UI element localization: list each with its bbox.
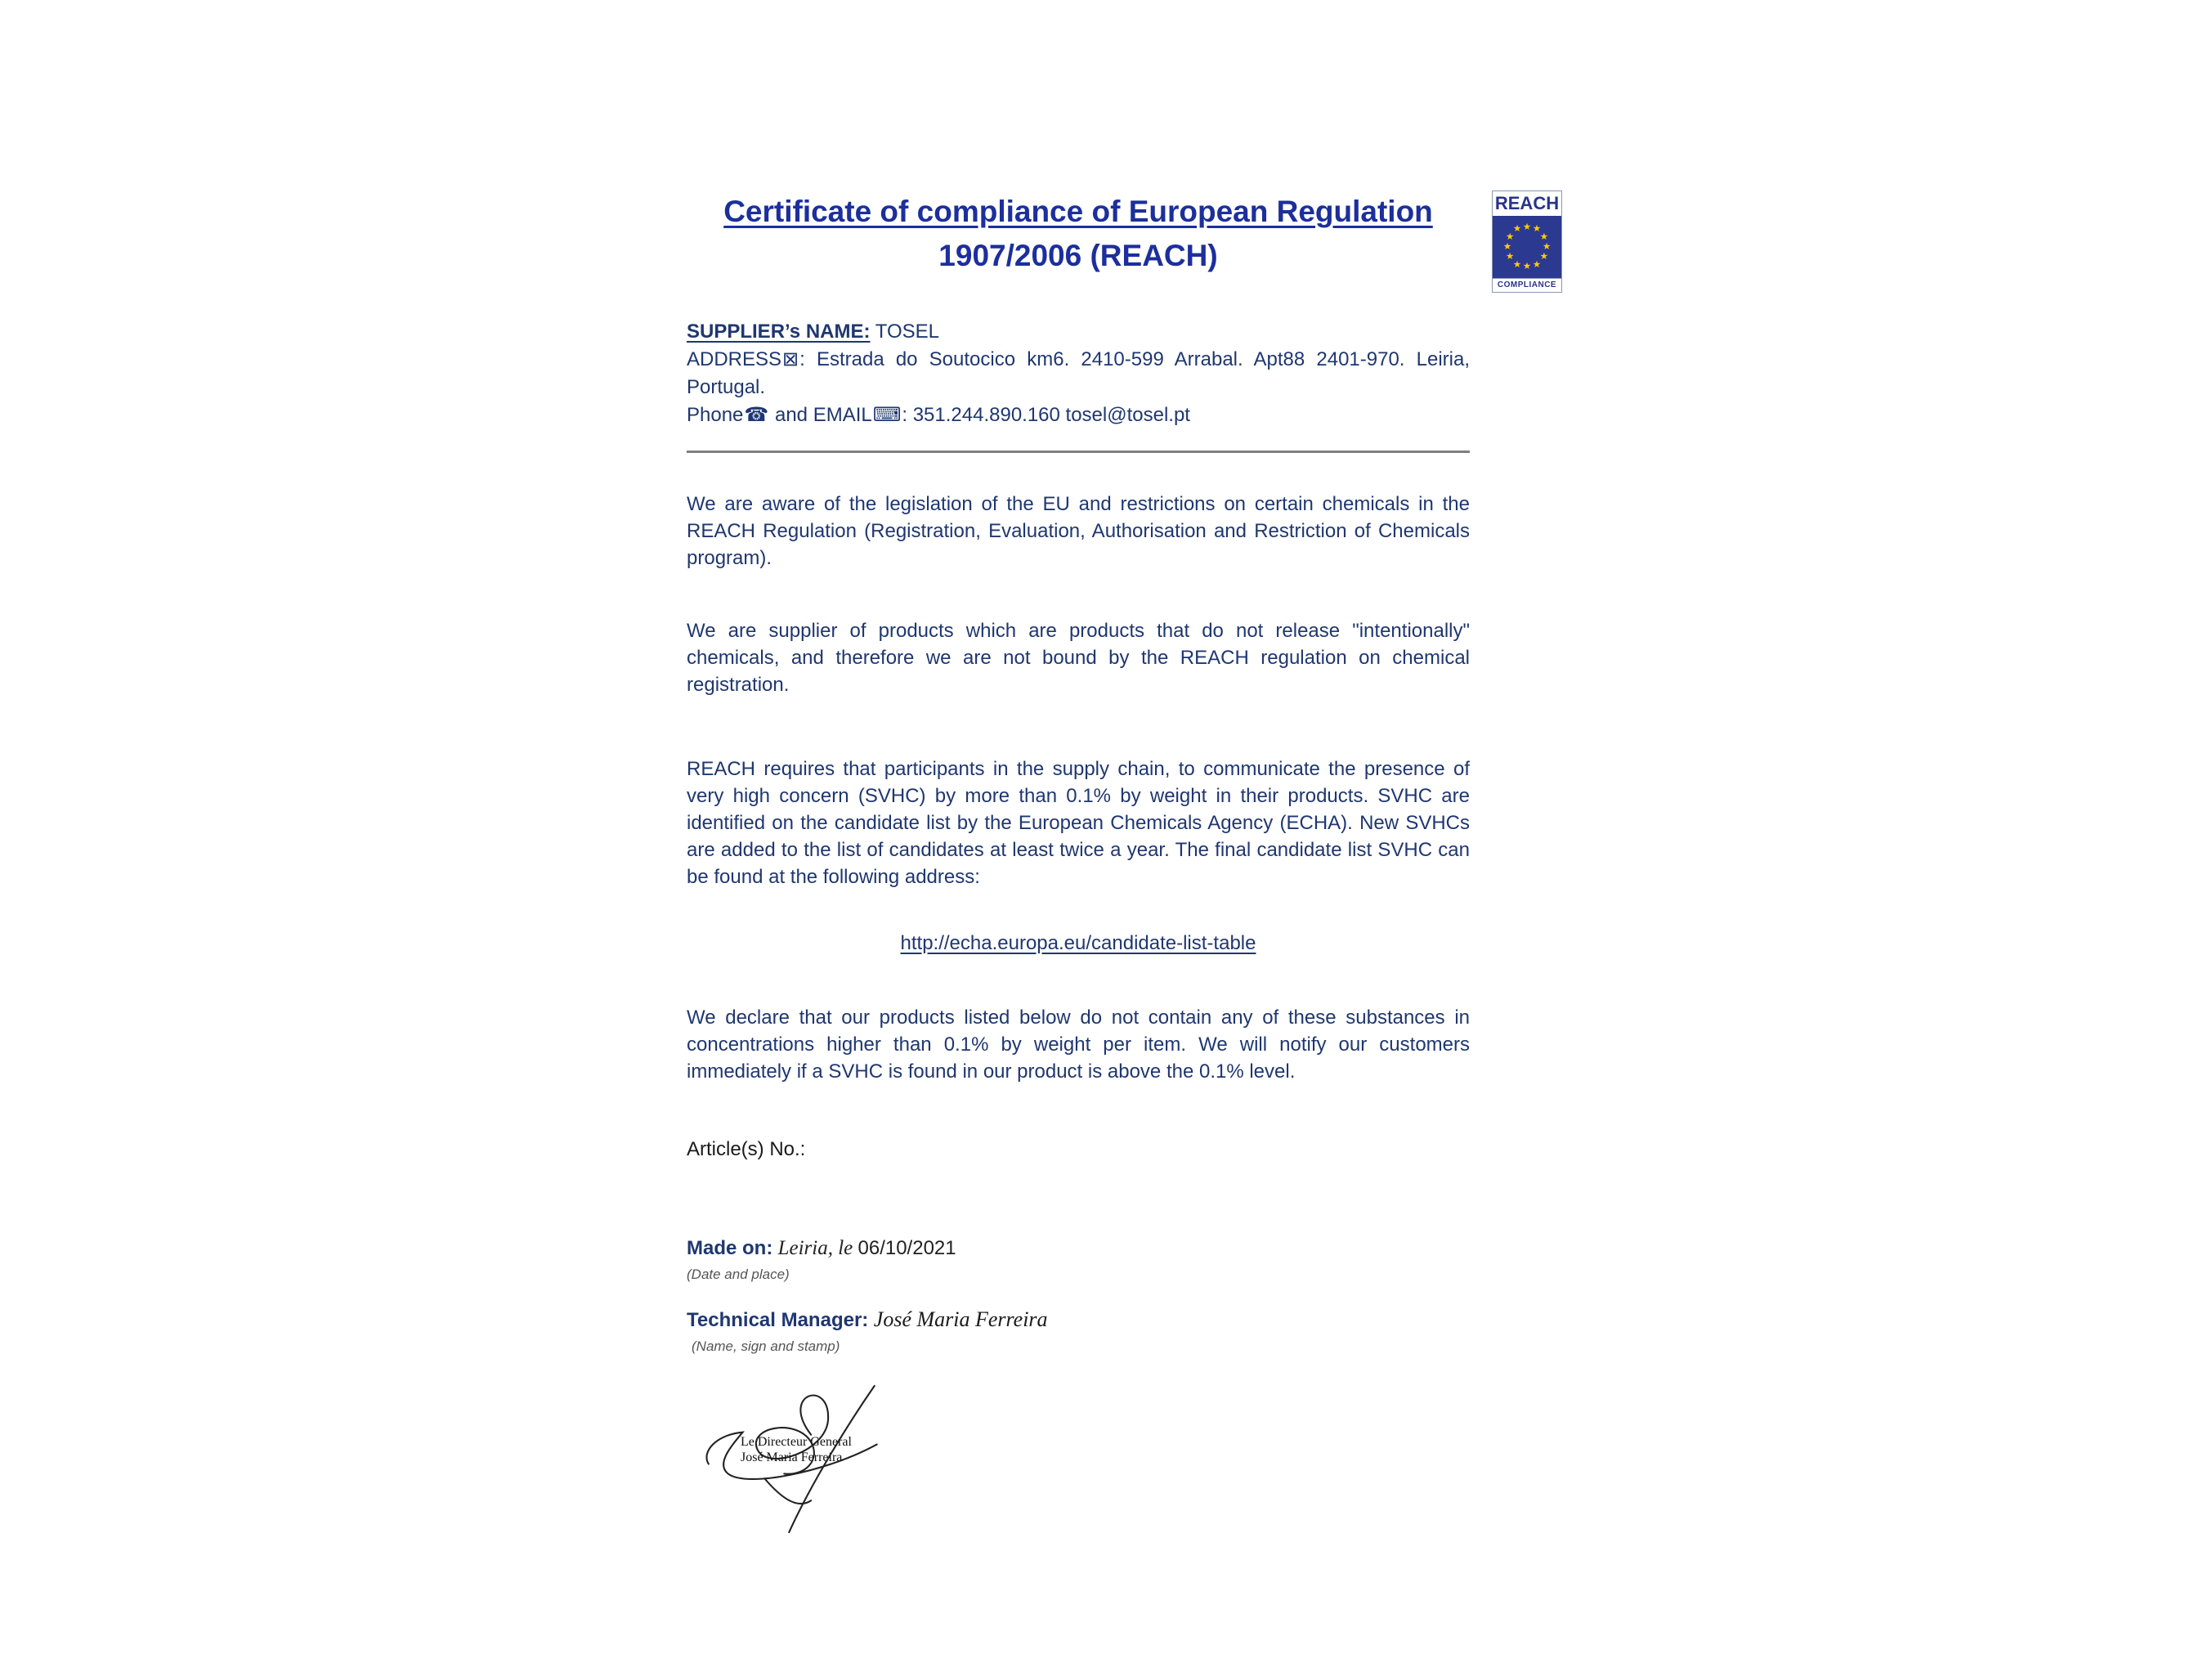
supplier-name-label: SUPPLIER’s NAME: [687,321,871,343]
made-on-line [687,1235,1470,1262]
eu-stars-svg [1496,216,1558,278]
logo-reach-label: REACH [1493,191,1561,216]
manager-label: Technical Manager: [687,1309,869,1332]
manager-name: José Maria Ferreira [868,1307,1048,1332]
made-on-place: Leiria, le [772,1237,858,1260]
supplier-block [687,318,1470,429]
svg-text:★: ★ [1522,262,1532,272]
contact-value: : 351.244.890.160 tosel@tosel.pt [902,404,1190,427]
divider-line [687,451,1470,453]
svg-text:★: ★ [1522,222,1532,232]
signature-block [693,1383,963,1535]
supplier-contact-line [687,401,1470,429]
made-on-date: 06/10/2021 [857,1237,956,1260]
svg-text:★: ★ [1505,252,1515,262]
supplier-address-line [687,346,1470,401]
paragraph-svhc-requirement: REACH requires that participants in the supply chain, to communicate the presence of very high concern (SVHC) by more than 0.1% by weight in their products. SVHC are identified on the candidate list by the European Chemicals Agency (ECHA). New SVHCs are added to the list of candidates at least twice a year. The final candidate list SVHC can be found at the following address: [687,758,1470,889]
candidate-list-link[interactable]: http://echa.europa.eu/candidate-list-table [900,932,1256,955]
envelope-icon: ⊠ [782,348,799,371]
document-title [687,190,1470,277]
name-sign-note: (Name, sign and stamp) [692,1338,840,1355]
email-label: and EMAIL [769,404,872,427]
svg-text:★: ★ [1542,242,1552,252]
date-place-note: (Date and place) [687,1267,790,1283]
logo-compliance-label: COMPLIANCE [1493,278,1561,292]
svg-text:★: ★ [1532,260,1542,271]
signature-title: Le Directeur General [741,1435,852,1450]
article-number-label: Article(s) No.: [687,1138,806,1161]
supplier-name-value: TOSEL [870,321,939,343]
svg-text:★: ★ [1539,252,1549,262]
paragraph-declaration: We declare that our products listed below do not contain any of these substances in concentrations higher than 0.1% by weight per item. We will notify our customers immediately if a SVHC is found in our product is above the 0.1% level. [687,1007,1470,1083]
signature-text [741,1434,852,1465]
svg-text:★: ★ [1512,223,1522,234]
paragraph-awareness: We are aware of the legislation of the EU and restrictions on certain chemicals in the REACH Regulation (Registration, Evaluation, Authorisation and Restriction of Chemicals program). [687,493,1470,570]
address-value: : Estrada do Soutocico km6. 2410-599 Arrabal. Apt88 2401-970. Leiria, Portugal. [687,348,1470,399]
svg-text:★: ★ [1532,223,1542,234]
title-line1: Certificate of compliance of European Regulation [723,195,1433,228]
svg-text:★: ★ [1505,231,1515,242]
svg-text:★: ★ [1512,260,1522,271]
technical-manager-line [687,1306,1470,1334]
supplier-name-line [687,318,1470,346]
svg-text:★: ★ [1502,242,1512,252]
made-on-label: Made on: [687,1237,773,1260]
signature-name: José Maria Ferreira [741,1451,843,1465]
candidate-list-link-line [687,930,1470,957]
computer-icon: ⌨ [872,404,902,427]
svg-text:★: ★ [1539,231,1549,242]
phone-icon: ☎ [744,404,769,427]
address-label: ADDRESS [687,348,782,371]
eu-stars-icon [1493,216,1561,278]
paragraph-supplier-statement: We are supplier of products which are products that do not release "intentionally" chemicals, and therefore we are not bound by the REACH regulation on chemical registration. [687,620,1470,697]
phone-label: Phone [687,404,744,427]
title-line2: 1907/2006 (REACH) [938,238,1218,272]
reach-compliance-logo [1492,191,1562,293]
document-content [687,190,1470,1535]
